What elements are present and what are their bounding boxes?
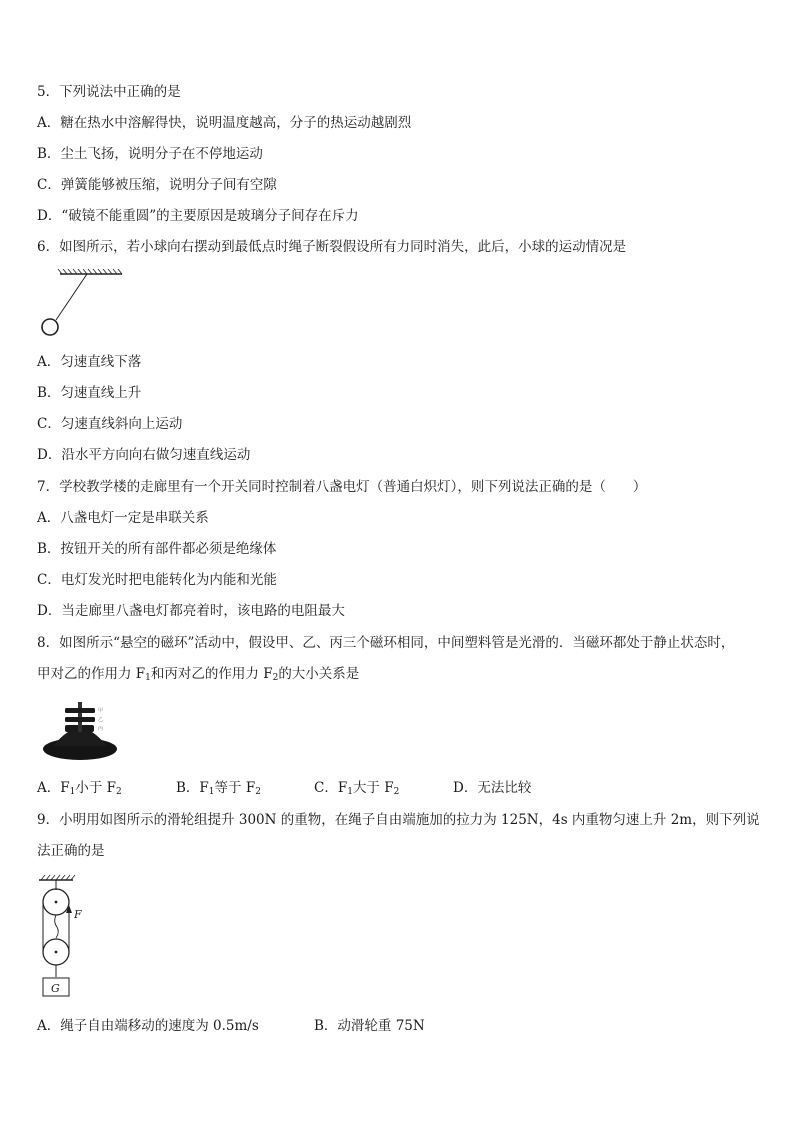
q8-option-a: A．$F_1$小于 $F_2$ [37, 780, 122, 797]
q7-option-c: C．电灯发光时把电能转化为内能和光能 [37, 572, 277, 588]
q8-stem-line2: 甲对乙的作用力 $F_1$和丙对乙的作用力 $F_2$的大小关系是 [37, 666, 360, 683]
q7-stem: 7．学校教学楼的走廊里有一个开关同时控制着八盏电灯（普通白炽灯），则下列说法正确的是（ ） [37, 479, 647, 495]
q5-option-d: D．“破镜不能重圆”的主要原因是玻璃分子间存在斥力 [37, 208, 359, 224]
q5-stem: 5．下列说法中正确的是 [37, 84, 181, 100]
force-f-label: F [74, 908, 82, 921]
q9-option-a: A．绳子自由端移动的速度为 0.5m/s [37, 1018, 259, 1034]
q5-option-a: A．糖在热水中溶解得快，说明温度越高，分子的热运动越剧烈 [37, 115, 412, 131]
ring-bing-label: 丙 [98, 726, 104, 732]
q7-option-d: D．当走廊里八盏电灯都亮着时，该电路的电阻最大 [37, 603, 345, 619]
q6-option-b: B．匀速直线上升 [37, 385, 142, 401]
q8-option-b: B．$F_1$等于 $F_2$ [176, 780, 261, 797]
q7-option-b: B．按钮开关的所有部件都必须是绝缘体 [37, 541, 277, 557]
pulley-system-figure [36, 874, 106, 1002]
ring-yi-label: 乙 [98, 717, 104, 723]
pendulum-figure [36, 268, 126, 340]
ring-jia-label: 甲 [98, 708, 104, 714]
magnetic-rings-figure [40, 698, 120, 764]
q5-option-c: C．弹簧能够被压缩，说明分子间有空隙 [37, 177, 277, 193]
q9-option-b: B．动滑轮重 75N [314, 1018, 425, 1034]
q6-stem: 6．如图所示，若小球向右摆动到最低点时绳子断裂假设所有力同时消失，此后，小球的运动情况是 [37, 239, 627, 255]
q6-option-a: A．匀速直线下落 [37, 354, 142, 370]
q9-stem-line1: 9．小明用如图所示的滑轮组提升 300N 的重物，在绳子自由端施加的拉力为 125N，4s 内重物匀速上升 2m，则下列说 [37, 812, 760, 828]
q6-option-c: C．匀速直线斜向上运动 [37, 416, 183, 432]
q7-option-a: A．八盏电灯一定是串联关系 [37, 510, 209, 526]
q6-option-d: D．沿水平方向向右做匀速直线运动 [37, 447, 251, 463]
q5-option-b: B．尘土飞扬，说明分子在不停地运动 [37, 146, 263, 162]
q8-option-c: C．$F_1$大于 $F_2$ [314, 780, 400, 797]
q9-stem-line2: 法正确的是 [37, 843, 105, 859]
weight-g-label: G [51, 982, 60, 995]
q8-option-d: D．无法比较 [453, 780, 532, 796]
q8-stem-line1: 8．如图所示“悬空的磁环”活动中，假设甲、乙、丙三个磁环相同，中间塑料管是光滑的．当磁环都处于静止状态时， [37, 635, 735, 651]
